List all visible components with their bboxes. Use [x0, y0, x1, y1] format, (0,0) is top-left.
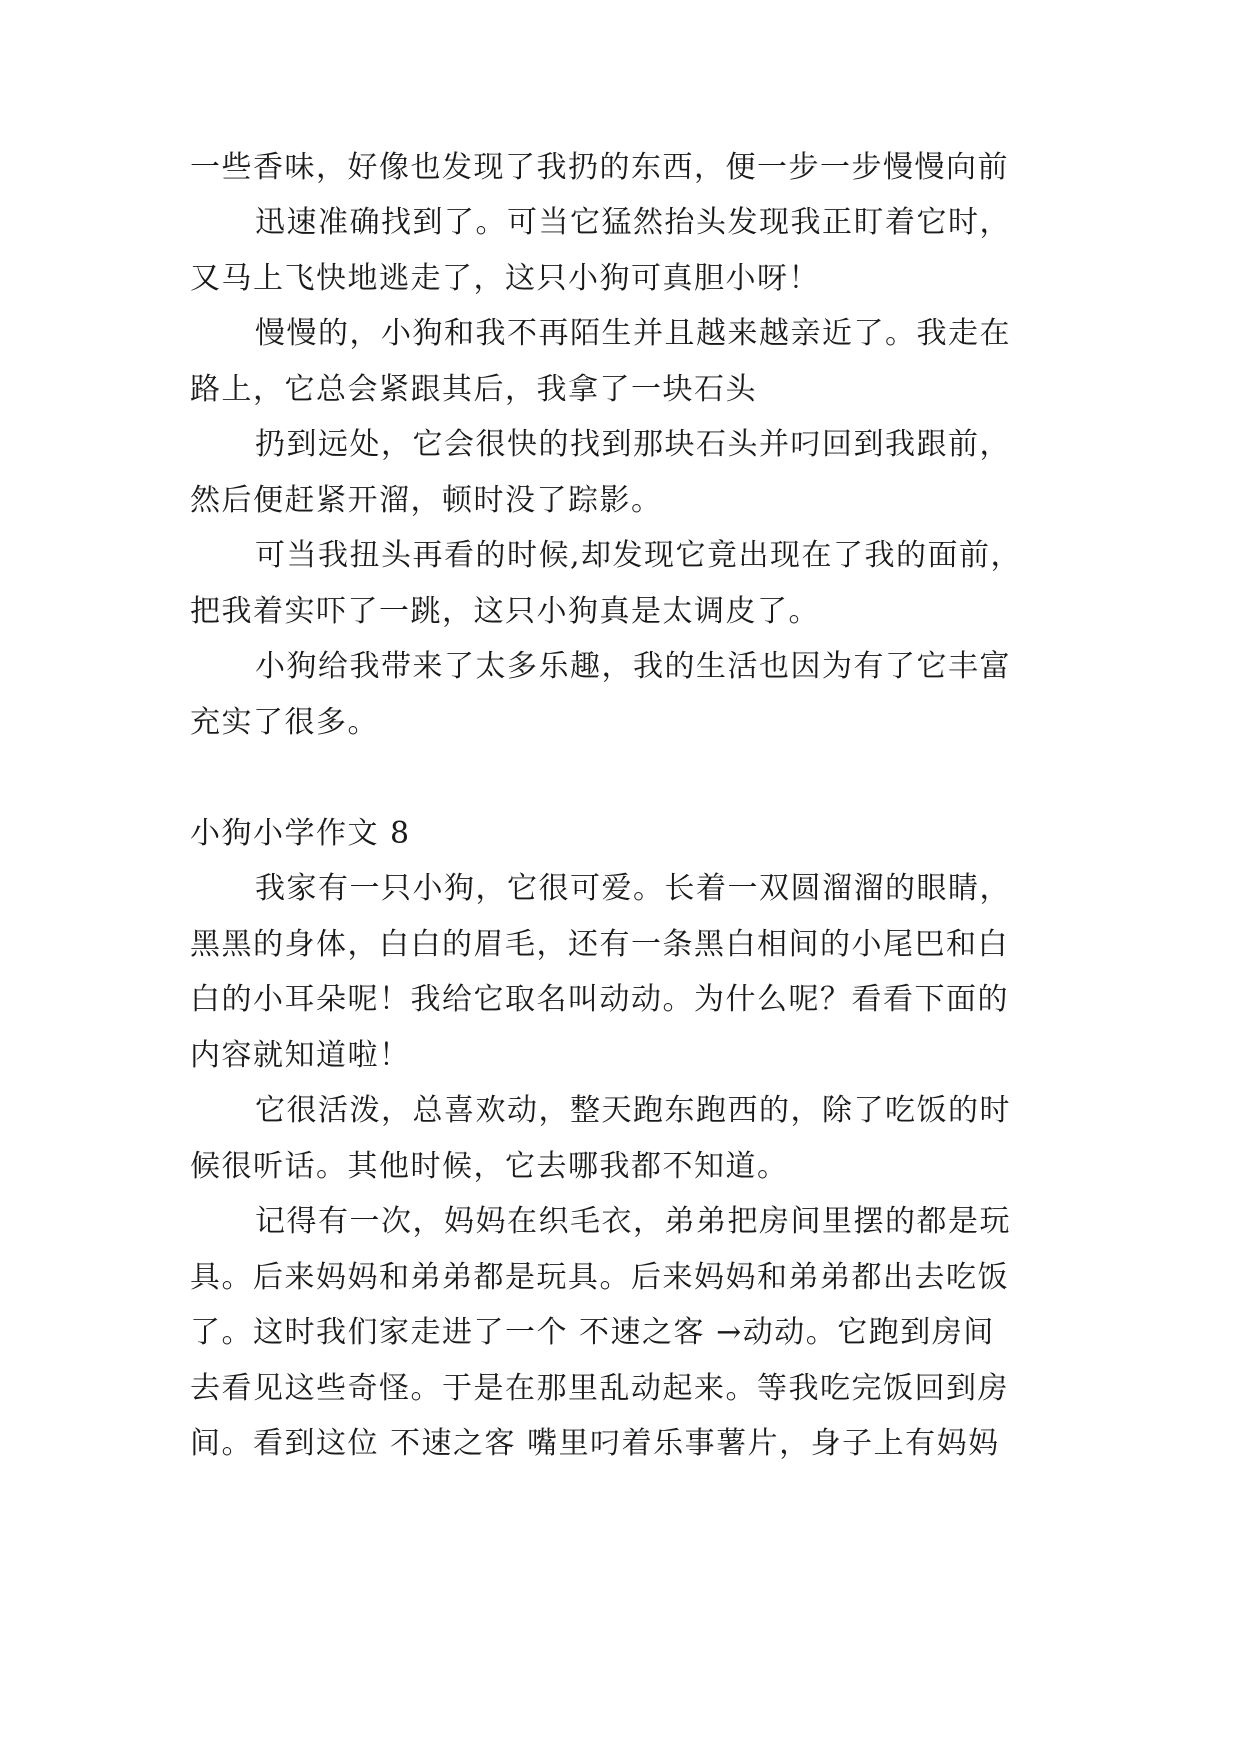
text-line: 记得有一次，妈妈在织毛衣，弟弟把房间里摆的都是玩 — [255, 1204, 1011, 1239]
text-line: 黑黑的身体，白白的眉毛，还有一条黑白相间的小尾巴和白 — [190, 927, 1009, 962]
text-line: 候很听话。其他时候，它去哪我都不知道。 — [190, 1149, 789, 1184]
text-line: 迅速准确找到了。可当它猛然抬头发现我正盯着它时， — [255, 205, 1011, 240]
text-line: 了。这时我们家走进了一个 不速之客 →动动。它跑到房间 — [190, 1315, 995, 1350]
text-line: 把我着实吓了一跳，这只小狗真是太调皮了。 — [190, 594, 820, 629]
text-line: 一些香味，好像也发现了我扔的东西，便一步一步慢慢向前 — [190, 150, 1009, 185]
text-line: 它很活泼，总喜欢动，整天跑东跑西的，除了吃饭的时 — [255, 1093, 1011, 1128]
text-line: 路上，它总会紧跟其后，我拿了一块石头 — [190, 372, 757, 407]
text-line: 小狗给我带来了太多乐趣，我的生活也因为有了它丰富 — [255, 649, 1011, 684]
text-line: 白的小耳朵呢！我给它取名叫动动。为什么呢？看看下面的 — [190, 982, 1009, 1017]
text-line: 内容就知道啦！ — [190, 1038, 411, 1073]
text-line: 扔到远处，它会很快的找到那块石头并叼回到我跟前， — [255, 427, 1011, 462]
text-line: 可当我扭头再看的时候,却发现它竟出现在了我的面前， — [255, 538, 1023, 573]
section-heading: 小狗小学作文 8 — [190, 816, 411, 851]
text-line: 充实了很多。 — [190, 705, 379, 740]
text-line: 我家有一只小狗，它很可爱。长着一双圆溜溜的眼睛， — [255, 871, 1011, 906]
text-line: 又马上飞快地逃走了，这只小狗可真胆小呀！ — [190, 261, 820, 296]
text-line: 具。后来妈妈和弟弟都是玩具。后来妈妈和弟弟都出去吃饭 — [190, 1260, 1009, 1295]
text-line: 然后便赶紧开溜，顿时没了踪影。 — [190, 483, 663, 518]
text-line: 慢慢的，小狗和我不再陌生并且越来越亲近了。我走在 — [255, 316, 1011, 351]
text-line: 间。看到这位 不速之客 嘴里叼着乐事薯片，身子上有妈妈 — [190, 1426, 1000, 1461]
text-line: 去看见这些奇怪。于是在那里乱动起来。等我吃完饭回到房 — [190, 1371, 1009, 1406]
